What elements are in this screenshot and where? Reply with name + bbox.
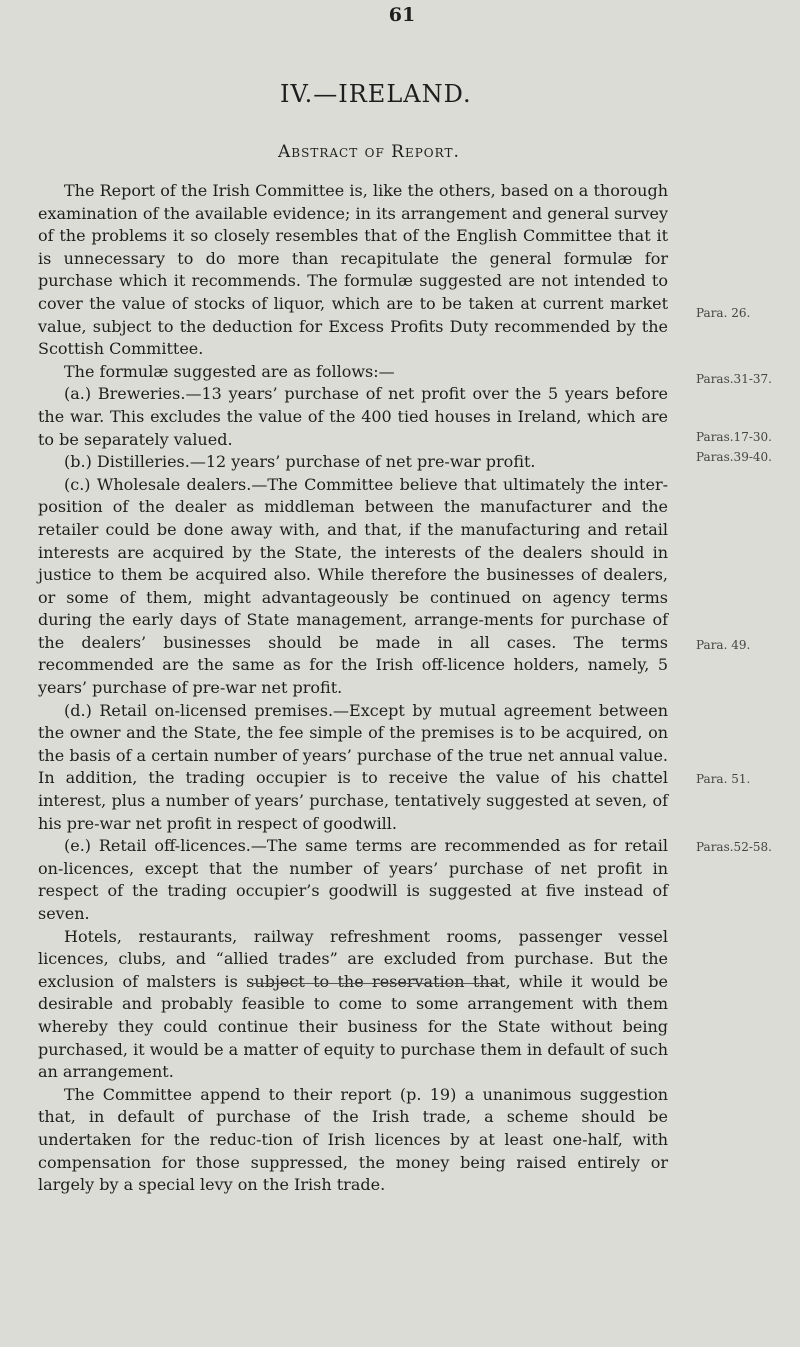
margin-note: Para. 51. <box>696 772 751 786</box>
paragraph-formulae-intro: The formulæ suggested are as follows:— <box>64 361 395 381</box>
margin-note: Paras.52-58. <box>696 840 772 854</box>
section-divider <box>250 983 500 984</box>
margin-note: Paras.31-37. <box>696 372 772 386</box>
paragraph-breweries: (a.) Breweries.—13 years’ purchase of net profit over the 5 years before the war. This excludes the value of the 400 tied houses in Ireland, which are to be separately valued. <box>38 384 668 449</box>
body-text <box>38 180 668 1197</box>
section-heading: IV.—IRELAND. <box>280 80 472 108</box>
margin-note: Para. 49. <box>696 638 751 652</box>
margin-note: Para. 26. <box>696 306 751 320</box>
margin-note: Paras.39-40. <box>696 450 772 464</box>
paragraph-intro: The Report of the Irish Committee is, like the others, based on a thorough examination of the available evidence; in its arrangement and general survey of the problems it so closely resembles that of the English Committee that it is unnecessary to do more than recapitulate the general formulæ for purchase which it recommends. The formulæ suggested are not intended to cover the value of stocks of liquor, which are to be taken at current market value, subject to the deduction for Excess Profits Duty recommended by the Scottish Committee. <box>38 181 668 359</box>
paragraph-retail-on-licensed: (d.) Retail on-licensed premises.—Except by mutual agreement between the owner and the State, the fee simple of the premises is to be acquired, on the basis of a certain number of years’ purchase of the true net annual value. In addition, the trading occupier is to receive the value of his chattel interest, plus a number of years’ purchase, tentatively suggested at seven, of his pre-war net profit in respect of goodwill. <box>38 700 668 833</box>
paragraph-committee-suggestion: The Committee append to their report (p. 19) a unanimous suggestion that, in default of purchase of the Irish trade, a scheme should be undertaken for the reduc-tion of Irish licences by at least one-half, with compensation for those suppressed, the money being raised entirely or largely by a special levy on the Irish trade. <box>38 1084 668 1195</box>
paragraph-wholesale-dealers: (c.) Wholesale dealers.—The Committee believe that ultimately the inter-position of the dealer as middleman between the manufacturer and the retailer could be done away with, and that, if the manufacturing and retail interests are acquired by the State, the interests of the dealers should in justice to them be acquired also. While therefore the businesses of dealers, or some of them, might advantageously be continued on agency terms during the early days of State management, arrange-ments for purchase of the dealers’ businesses should be made in all cases. The terms recommended are the same as for the Irish off-licence holders, namely, 5 years’ purchase of pre-war net profit. <box>38 474 668 698</box>
page-number: 61 <box>388 4 416 26</box>
section-subheading: Abstract of Report. <box>278 142 460 162</box>
paragraph-retail-off-licences: (e.) Retail off-licences.—The same terms are recommended as for retail on-licences, except that the number of years’ purchase of net profit in respect of the trading occupier’s goodwill is suggested at five instead of seven. <box>38 836 668 923</box>
margin-note: Paras.17-30. <box>696 430 772 444</box>
paragraph-distilleries: (b.) Distilleries.—12 years’ purchase of net pre-war profit. <box>64 452 536 472</box>
paragraph-hotels: Hotels, restaurants, railway refreshment rooms, passenger vessel licences, clubs, and “allied trades” are excluded from purchase. But the exclusion of malsters is subject to the reservation that, while it would be desirable and probably feasible to come to some arrangement with them whereby they could continue their business for the State without being purchased, it would be a matter of equity to purchase them in default of such an arrangement. <box>38 926 668 1082</box>
